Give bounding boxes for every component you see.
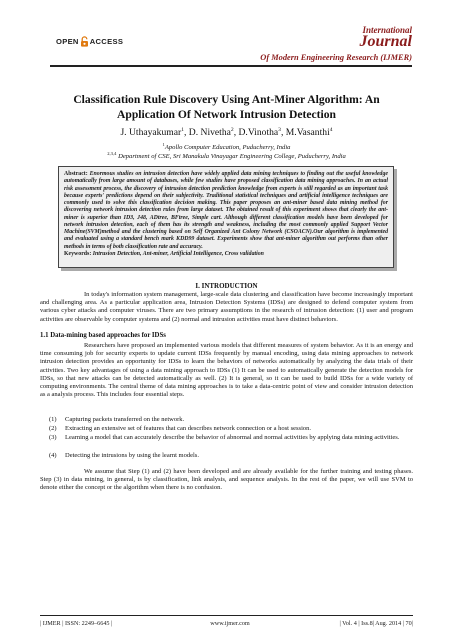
abstract-box (58, 166, 394, 268)
open-lock-icon (80, 36, 89, 47)
author-list: J. Uthayakumar$^1$, D. Nivetha$^2$, D.Vinotha$^3$, M.Vasanthi$^4$ (120, 127, 333, 139)
section-heading-introduction: I. INTRODUCTION (195, 282, 258, 290)
affiliation-text: Department of CSE, Sri Manakula Vinayagar Engineering College, Puducherry, India (118, 153, 346, 161)
list-item-text: Learning a model that can accurately describe the behavior of abnormal and normal activities by applying data mining activities. (65, 434, 400, 441)
abstract-text: Enormous studies on intrusion detection have widely applied data mining techniques to finding out the useful knowledge automatically from large amount of databases, while few studies have proposed classification data mining approaches. In an actual risk assessment process, the discovery of intrusion detection prediction knowledge from experts is still regarded as an important task because experts' predictions depend on their subjectivity. Traditional statistical techniques and artificial intelligence techniques are commonly used to solve this classification decision making. This paper proposes an ant-miner based data mining method for discovering network intrusion detection rules from large dataset. The obtained result of this experiment shows that clearly the ant-miner is superior than ID3, J48, ADtree, BFtree, Simple cart. Although different classification models have been developed for network intrusion detection, each of them has its strength and weakness, including the most commonly applied Support Vector Machine(SVM)method and the clustering based on Self Organized Ant Colony Network (CSOACN).Our algorithm is implemented and evaluated using a standard bench mark KDD99 dataset. Experiments show that ant-miner algorithm out performs than other methods in terms of both classification rate and accuracy. (64, 171, 388, 250)
abstract-label: Abstract: (64, 171, 88, 177)
list-item-text: Detecting the intrusions by using the learnt models. (65, 452, 199, 459)
paper-title-line2: Application Of Network Intrusion Detection (117, 108, 336, 121)
list-item-number: (1) (49, 416, 57, 423)
affiliation-sup: 2,3,4 (107, 151, 117, 156)
closing-paragraph: We assume that Step (1) and (2) have been developed and are already available for the further training and testing phases. Step (3) in data mining, in general, is by classification, link analysis, and sequence analysis. In the rest of the paper, we will use SVM to denote either the concept or the algorithm when there is no confusion. (40, 468, 413, 492)
list-item (49, 425, 413, 433)
open-access-right: ACCESS (89, 37, 124, 46)
subsection-heading: 1.1 Data-mining based approaches for IDSs (40, 332, 166, 339)
paper-title (40, 92, 413, 122)
journal-line-name: Of Modern Engineering Research (IJMER) (260, 53, 412, 62)
author-sup: 1 (181, 127, 184, 133)
list-item-number: (3) (49, 434, 57, 441)
journal-line-international: International (362, 25, 412, 35)
approaches-paragraph: Researchers have proposed an implemented various models that different measures of system behavior. As it is an energy and time consuming job for security experts to update current IDSs frequently by manual encoding, using data mining approaches to network intrusion detection provides an opportunity for IDSs to learn the behaviors of networks automatically by analyzing the data trials of their activities. Two key advantages of using a data mining approach to IDSs (1) It can be used to automatically generate the detection models for IDSs, so that new attacks can be detected automatically as well. (2) It is general, so it can be used to build IDSs for a wide variety of computing environments. The central theme of data mining approaches is to take a data-centric point of view and consider intrusion detection as a analysis process. This includes four essential steps. (40, 342, 413, 399)
list-item-number: (4) (49, 452, 57, 459)
list-item (49, 452, 413, 460)
author-name: D.Vinotha (238, 127, 279, 139)
author-name: M.Vasanthi (285, 127, 330, 139)
author-sup: 2 (230, 127, 234, 133)
author-name: J. Uthayakumar (120, 127, 182, 139)
list-item-text: Extracting an extensive set of features that can describes network connection or a host session. (65, 425, 312, 432)
open-access-left: OPEN (56, 37, 79, 46)
list-item (49, 416, 413, 424)
keywords-text: Intrusion Detection, Ant-miner, Artificial Intelligence, Cross validation (92, 250, 264, 257)
affiliation-text: Apollo Computer Education, Puducherry, India (164, 144, 291, 152)
affiliation-2 (40, 151, 413, 160)
affiliation-sup: 1 (162, 142, 165, 147)
list-item-number: (2) (49, 425, 57, 432)
author-name: D. Nivetha (188, 127, 231, 139)
intro-paragraph: In today's information system management, large-scale data clustering and classification have become increasingly important and challenging area. As a particular application area, Intrusion Detection Systems (IDSs) are designed to defend computer system from various cyber attacks and computer viruses. There are two primary assumptions in the research of intrusion detection: (1) user and program activities are observable by computer systems and (2) normal and intrusion activities must have distinct behaviors. (40, 291, 413, 323)
footer-journal-info: | IJMER | ISSN: 2249–6645 | (40, 620, 113, 627)
footer-website: www.ijmer.com (210, 620, 250, 627)
open-access-logo (56, 36, 123, 47)
paper-title-line1: Classification Rule Discovery Using Ant-Miner Algorithm: An (73, 93, 380, 106)
journal-line-journal: Journal (359, 33, 412, 50)
list-item-text: Capturing packets transferred on the network. (65, 416, 185, 423)
author-sup: 3 (278, 127, 281, 133)
affiliation-1 (40, 142, 413, 151)
author-sup: 4 (329, 127, 333, 133)
keywords-label: Keywords: (64, 250, 92, 257)
list-item (49, 434, 413, 442)
footer-rule (40, 615, 413, 616)
header-rule (50, 65, 412, 67)
footer-volume-info: | Vol. 4 | Iss.8| Aug. 2014 | 70| (339, 620, 413, 627)
